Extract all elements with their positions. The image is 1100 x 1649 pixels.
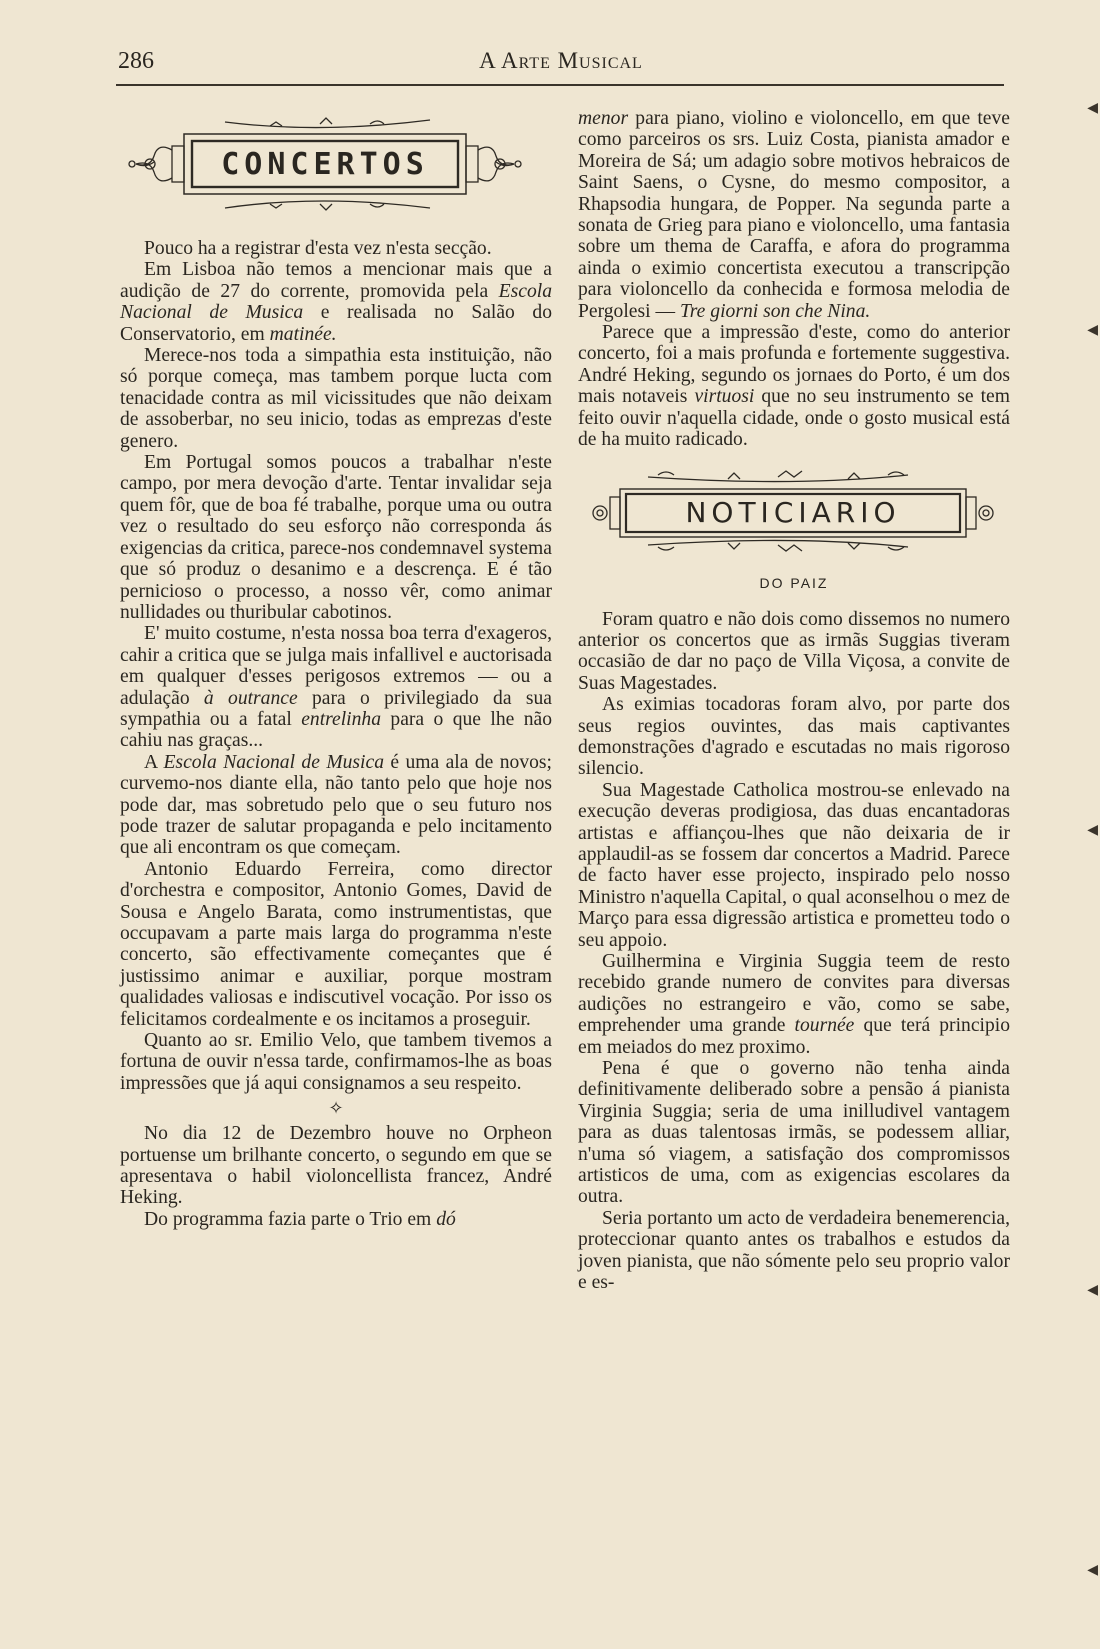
paragraph-text: No dia 12 de Dezembro houve no Orpheon portuense um brilhante concerto, o segundo em que se apresentava o habil violoncellista francez, André Heking. <box>120 1123 552 1209</box>
concertos-paragraph <box>120 238 552 259</box>
concertos-paragraph <box>120 752 552 859</box>
paragraph-text: Quanto ao sr. Emilio Velo, que tambem tivemos a fortuna de ouvir n'essa tarde, confirmamos-lhe as boas impressões que já aqui consignamos a seu respeito. <box>120 1030 552 1094</box>
concertos-paragraph <box>578 322 1010 450</box>
concertos-title <box>192 141 458 187</box>
paragraph-text: Em Portugal somos poucos a trabalhar n'este campo, por mera devoção d'arte. Tentar invalidar seja quem fôr, que de boa fé trabalhe, porque uma ou outra vez o resultado do seu esforço não corresponda ás exigencias da critica, parece-nos condemnavel systema que só produz o desanimo e a descrença. E é tão pernicioso o processo, a nosso vêr, como animar nullidades ou thuribular cabotinos. <box>120 452 552 623</box>
noticiario-paragraph <box>578 951 1010 1058</box>
paragraph-text: para o que lhe não cahiu nas graças... <box>120 708 552 752</box>
paragraph-text: Do programma fazia parte o Trio em <box>144 1208 437 1230</box>
italic-text: matinée. <box>269 323 337 345</box>
paragraph-text: Sua Magestade Catholica mostrou-se enlevado na execução deveras prodigiosa, das duas encantadoras artistas e affiançou-lhes que não deixaria de ir applaudil-as se fossem dar concertos a Madrid. Parece de facto haver esse projecto, inspirado pelo nosso Ministro n'aquella Capital, o qual aconselhou o mez de Março para essa digressão artistica e prometteu todo o seu appoio. <box>578 779 1010 951</box>
paragraph-text: Merece-nos toda a simpathia esta instituição, não só porque começa, mas tambem porque lucta com tenacidade contra as mil vicissitudes que não deixam de assoberbar, no seu inicio, todas as emprezas d'este genero. <box>120 345 552 452</box>
concertos-paragraph <box>120 345 552 452</box>
paragraph-text: é uma ala de novos; curvemo-nos diante ella, não tanto pelo que hoje nos pode dar, mas sobretudo pelo que o seu futuro nos pode trazer de salutar propaganda e pelo incitamento que ali encontram os que começam. <box>120 751 552 859</box>
paragraph-text: As eximias tocadoras foram alvo, por parte dos seus regios ouvintes, das mais captivantes demonstrações d'agrado e escutadas no mais rigoroso silencio. <box>578 694 1010 780</box>
journal-title: A Arte Musical <box>479 48 643 73</box>
italic-text: menor <box>578 108 629 129</box>
paragraph-text: Em Lisboa não temos a mencionar mais que a audição de 27 do corrente, promovida pela <box>120 259 552 302</box>
edge-mark: ◀ <box>1087 823 1098 838</box>
paragraph-text: que terá principio em meiados do mez proximo. <box>578 1015 1010 1058</box>
noticiario-heading <box>578 465 1010 569</box>
paragraph-text: Antonio Eduardo Ferreira, como director d'orchestra e compositor, Antonio Gomes, David de Sousa e Angelo Barata, como instrumentistas, que occupavam a parte mais larga do programma n'este concerto, são effectivamente começantes que é justissimo animar e auxiliar, porque mostram qualidades valiosas e indiscutivel vocação. Por isso os felicitamos cordealmente e os incitamos a proseguir. <box>120 858 552 1030</box>
paragraph-text: para piano, violino e violoncello, em que teve como parceiros os srs. Luiz Costa, pianista amador e Moreira de Sá; um adagio sobre motivos hebraicos de Saint Saens, o Cysne, do mesmo compositor, a Rhapsodia hungara, de Popper. Na segunda parte a sonata de Grieg para piano e violoncello, uma fantasia sobre um thema de Caraffa, e afora do programma ainda o eximio concertista executou a transcripção para violoncello da conhecida e formosa melodia de Pergolesi — <box>578 108 1010 322</box>
concertos-title-text: CONCERTOS <box>221 146 429 182</box>
left-column <box>120 108 552 1230</box>
paragraph-text: que no seu instrumento se tem feito ouvir n'aquella cidade, onde o gosto musical está de ha muito radicado. <box>578 386 1010 451</box>
concertos-paragraph <box>120 859 552 1030</box>
concertos-paragraph-continued <box>578 108 1010 322</box>
italic-text: dó <box>436 1208 456 1230</box>
paragraph-text: Parece que a impressão d'este, como do anterior concerto, foi a mais profunda e fortemente suggestiva. André Heking, segundo os jornaes do Porto, é um dos mais notaveis <box>578 322 1010 408</box>
italic-text: Tre giorni son che Nina. <box>679 300 871 322</box>
italic-text: tournée <box>794 1015 855 1037</box>
paragraph-text: Pouco ha a registrar d'esta vez n'esta secção. <box>144 238 492 259</box>
paragraph-text: Guilhermina e Virginia Suggia teem de resto recebido grande numero de convites para diversas audições no estrangeiro e vão, como se sabe, emprehender uma grande <box>578 951 1010 1037</box>
noticiario-paragraph <box>578 609 1010 695</box>
paragraph-text: Foram quatro e não dois como dissemos no numero anterior os concertos que as irmãs Suggias tiveram occasião de dar no paço de Villa Viçosa, a convite de Suas Magestades. <box>578 608 1010 694</box>
noticiario-paragraph <box>578 694 1010 780</box>
italic-text: à outrance <box>203 687 298 709</box>
paragraph-text: e realisada no Salão do Conservatorio, em <box>120 302 553 345</box>
header-rule <box>116 84 1004 86</box>
noticiario-title-text: NOTICIARIO <box>685 496 901 529</box>
italic-text: entrelinha <box>301 708 382 730</box>
paragraph-text: para o privilegiado da sua sympathia ou a fatal <box>120 687 552 730</box>
page-number: 286 <box>118 48 154 74</box>
noticiario-subtitle: DO PAIZ <box>759 574 829 591</box>
italic-text: Escola Nacional de Musica <box>163 751 384 773</box>
concertos-paragraph <box>120 1209 552 1230</box>
noticiario-title <box>626 494 960 532</box>
running-head <box>118 44 1004 84</box>
concertos-paragraph <box>120 259 552 345</box>
italic-text: Escola Nacional de Musica <box>120 280 552 324</box>
edge-mark: ◀ <box>1087 323 1098 338</box>
paragraph-text: Seria portanto um acto de verdadeira benemerencia, proteccionar quanto antes os trabalhos e estudos da joven pianista, que não sómente pelo seu proprio valor e es- <box>578 1207 1010 1294</box>
concertos-paragraph <box>120 452 552 623</box>
edge-mark: ◀ <box>1087 1563 1098 1578</box>
noticiario-paragraph <box>578 1208 1010 1294</box>
noticiario-paragraph <box>578 1058 1010 1208</box>
noticiario-paragraph <box>578 780 1010 951</box>
edge-mark: ◀ <box>1087 101 1098 116</box>
concertos-paragraph <box>120 1123 552 1209</box>
edge-mark: ◀ <box>1087 1283 1098 1298</box>
paragraph-text: E' muito costume, n'esta nossa boa terra d'exageros, cahir a critica que se julga mais infallivel e auctorisada em qualquer d'esses perigosos extremos — ou a adulação <box>120 623 552 709</box>
right-column <box>578 108 1010 1294</box>
section-separator-ornament: ✧ <box>328 1098 344 1119</box>
paragraph-text: A <box>144 751 164 773</box>
italic-text: virtuosi <box>694 386 755 408</box>
concertos-paragraph <box>120 623 552 751</box>
paragraph-text: Pena é que o governo não tenha ainda definitivamente deliberado sobre a pensão á pianista Virginia Suggia; seria de uma inilludivel vantagem para as duas talentosas irmãs, se podessem alliar, n'uma só viagem, a satisfação dos compromissos artisticos de uma, com as exigencias escolares da outra. <box>578 1058 1010 1208</box>
concertos-paragraph <box>120 1030 552 1094</box>
